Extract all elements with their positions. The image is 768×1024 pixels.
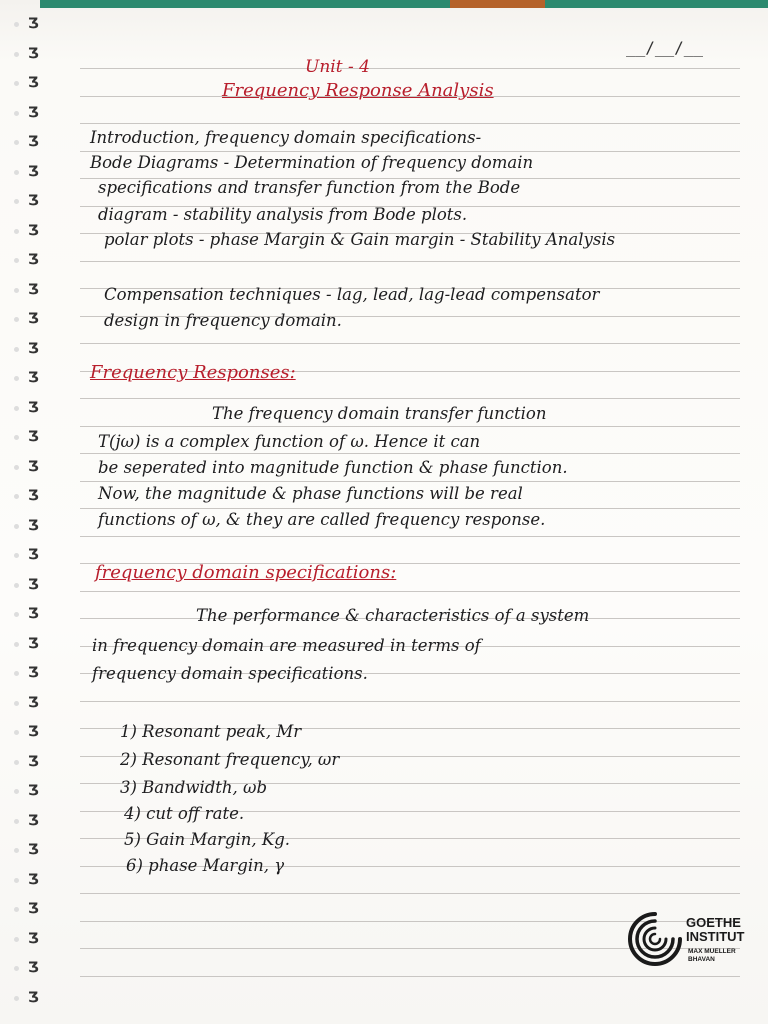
- ruled-line: [80, 68, 740, 69]
- spiral-ring-icon: Ʒ: [28, 164, 39, 180]
- binding-hole: [14, 730, 19, 735]
- spiral-ring-icon: Ʒ: [28, 16, 39, 32]
- paragraph-line: frequency domain specifications.: [92, 664, 368, 683]
- list-item: 1) Resonant peak, Mr: [120, 722, 302, 741]
- spiral-ring-icon: Ʒ: [28, 252, 39, 268]
- spiral-ring-icon: Ʒ: [28, 724, 39, 740]
- binding-hole: [14, 996, 19, 1001]
- syllabus-line: Introduction, frequency domain specifications-: [90, 128, 482, 147]
- binding-hole: [14, 671, 19, 676]
- binding-hole: [14, 288, 19, 293]
- paragraph-line: functions of ω, & they are called frequency response.: [98, 510, 546, 529]
- binding-hole: [14, 406, 19, 411]
- spiral-ring-icon: Ʒ: [28, 872, 39, 888]
- ruled-line: [80, 343, 740, 344]
- list-item: 2) Resonant frequency, ωr: [120, 750, 340, 769]
- binding-hole: [14, 760, 19, 765]
- syllabus-line: Compensation techniques - lag, lead, lag-lead compensator: [104, 285, 600, 304]
- binding-hole: [14, 583, 19, 588]
- spiral-ring-icon: Ʒ: [28, 783, 39, 799]
- logo-subtext: MAX MUELLER BHAVAN: [688, 948, 736, 963]
- spiral-ring-icon: Ʒ: [28, 134, 39, 150]
- ruled-line: [80, 426, 740, 427]
- binding-hole: [14, 878, 19, 883]
- ruled-line: [80, 976, 740, 977]
- goethe-institut-logo: [626, 906, 756, 972]
- binding-hole: [14, 111, 19, 116]
- spiral-ring-icon: Ʒ: [28, 429, 39, 445]
- paragraph-line: Now, the magnitude & phase functions will be real: [98, 484, 523, 503]
- binding-hole: [14, 642, 19, 647]
- list-item: 3) Bandwidth, ωb: [120, 778, 268, 797]
- list-item: 5) Gain Margin, Kg.: [124, 830, 291, 849]
- ruled-line: [80, 591, 740, 592]
- binding-hole: [14, 435, 19, 440]
- binding-hole: [14, 701, 19, 706]
- spiral-ring-icon: Ʒ: [28, 223, 39, 239]
- syllabus-line: Bode Diagrams - Determination of frequency domain: [90, 153, 534, 172]
- ruled-line: [80, 453, 740, 454]
- spiral-ring-icon: Ʒ: [28, 636, 39, 652]
- binding-hole: [14, 789, 19, 794]
- binding-hole: [14, 612, 19, 617]
- spiral-ring-icon: Ʒ: [28, 370, 39, 386]
- spiral-ring-icon: Ʒ: [28, 488, 39, 504]
- spiral-ring-icon: Ʒ: [28, 46, 39, 62]
- spiral-ring-icon: Ʒ: [28, 311, 39, 327]
- binding-hole: [14, 819, 19, 824]
- binding-hole: [14, 170, 19, 175]
- spiral-ring-icon: Ʒ: [28, 813, 39, 829]
- list-item: 4) cut off rate.: [124, 804, 245, 823]
- spiral-ring-icon: Ʒ: [28, 105, 39, 121]
- spiral-ring-icon: Ʒ: [28, 842, 39, 858]
- binding-hole: [14, 966, 19, 971]
- spiral-ring-icon: Ʒ: [28, 695, 39, 711]
- unit-title: Unit - 4: [305, 57, 370, 77]
- ruled-line: [80, 536, 740, 537]
- syllabus-line: polar plots - phase Margin & Gain margin - Stability Analysis: [104, 230, 616, 249]
- binding-hole: [14, 229, 19, 234]
- syllabus-line: design in frequency domain.: [104, 311, 342, 330]
- spiral-binding: [0, 0, 52, 1024]
- list-item: 6) phase Margin, γ: [126, 856, 285, 875]
- spiral-ring-icon: Ʒ: [28, 665, 39, 681]
- binding-hole: [14, 848, 19, 853]
- page-title: Frequency Response Analysis: [222, 80, 494, 101]
- syllabus-line: specifications and transfer function from the Bode: [98, 178, 521, 197]
- paragraph-line: T(jω) is a complex function of ω. Hence it can: [98, 432, 481, 451]
- logo-wordmark: GOETHE INSTITUT: [686, 915, 745, 944]
- spiral-ring-icon: Ʒ: [28, 400, 39, 416]
- binding-hole: [14, 553, 19, 558]
- section-heading-frequency-response: Frequency Responses:: [90, 362, 296, 383]
- spiral-ring-icon: Ʒ: [28, 754, 39, 770]
- spiral-ring-icon: Ʒ: [28, 193, 39, 209]
- binding-hole: [14, 524, 19, 529]
- spiral-ring-icon: Ʒ: [28, 459, 39, 475]
- ruled-line: [80, 508, 740, 509]
- ruled-line: [80, 893, 740, 894]
- section-heading-specifications: frequency domain specifications:: [95, 562, 397, 583]
- binding-hole: [14, 199, 19, 204]
- binding-hole: [14, 140, 19, 145]
- binding-hole: [14, 22, 19, 27]
- spiral-ring-icon: Ʒ: [28, 75, 39, 91]
- syllabus-line: diagram - stability analysis from Bode plots.: [98, 205, 468, 224]
- spiral-ring-icon: Ʒ: [28, 606, 39, 622]
- ruled-line: [80, 398, 740, 399]
- date-field: __/__/__: [626, 38, 704, 57]
- binding-hole: [14, 81, 19, 86]
- binding-hole: [14, 465, 19, 470]
- ruled-line: [80, 261, 740, 262]
- goethe-spiral-icon: [626, 910, 684, 968]
- binding-hole: [14, 907, 19, 912]
- spiral-ring-icon: Ʒ: [28, 990, 39, 1006]
- binding-hole: [14, 258, 19, 263]
- paragraph-line: be seperated into magnitude function & phase function.: [98, 458, 568, 477]
- ruled-line: [80, 151, 740, 152]
- spiral-ring-icon: Ʒ: [28, 960, 39, 976]
- spiral-ring-icon: Ʒ: [28, 901, 39, 917]
- paragraph-line: The frequency domain transfer function: [212, 404, 547, 423]
- ruled-line: [80, 123, 740, 124]
- paragraph-line: in frequency domain are measured in terms of: [92, 636, 481, 655]
- ruled-line: [80, 481, 740, 482]
- binding-hole: [14, 52, 19, 57]
- binding-hole: [14, 347, 19, 352]
- spiral-ring-icon: Ʒ: [28, 547, 39, 563]
- paragraph-line: The performance & characteristics of a system: [196, 606, 590, 625]
- ruled-line: [80, 701, 740, 702]
- spiral-ring-icon: Ʒ: [28, 931, 39, 947]
- binding-hole: [14, 376, 19, 381]
- binding-hole: [14, 494, 19, 499]
- spiral-ring-icon: Ʒ: [28, 282, 39, 298]
- spiral-ring-icon: Ʒ: [28, 577, 39, 593]
- spiral-ring-icon: Ʒ: [28, 518, 39, 534]
- spiral-ring-icon: Ʒ: [28, 341, 39, 357]
- binding-hole: [14, 317, 19, 322]
- binding-hole: [14, 937, 19, 942]
